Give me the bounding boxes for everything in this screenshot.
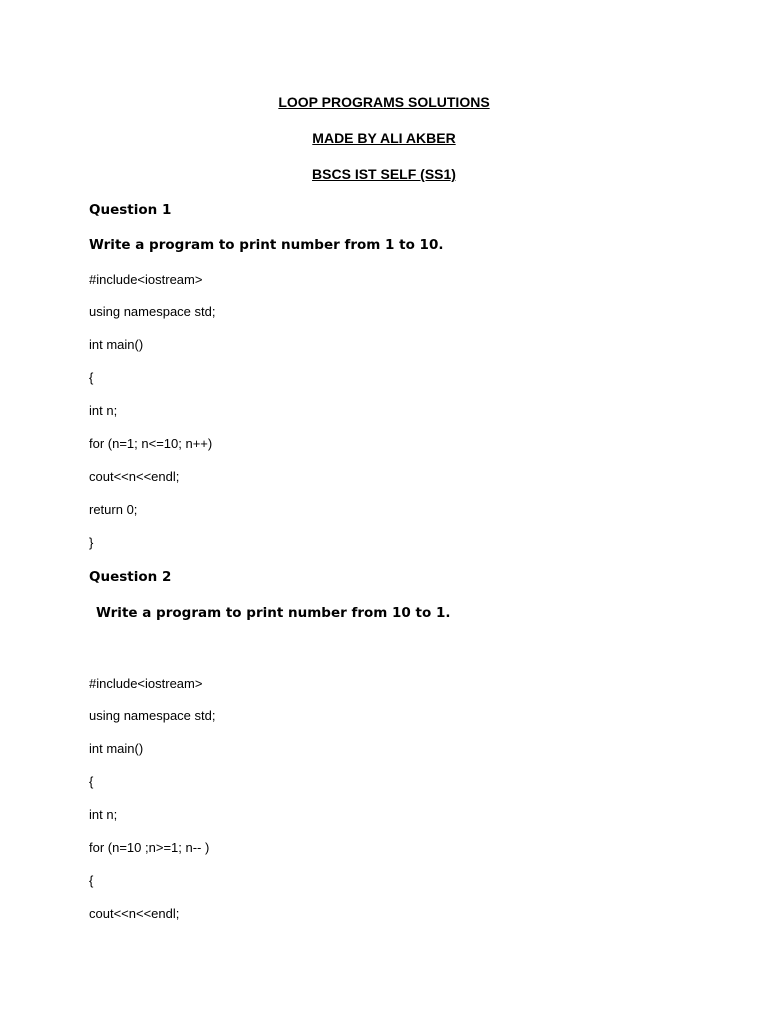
question-1-heading: Question 1 — [89, 202, 172, 218]
question-2-prompt: Write a program to print number from 10 to 1. — [96, 605, 451, 621]
code-line: } — [89, 535, 94, 550]
document-course: BSCS IST SELF (SS1) — [312, 166, 456, 182]
code-line: int main() — [89, 337, 144, 352]
question-1-prompt: Write a program to print number from 1 to 10. — [89, 237, 444, 253]
document-author: MADE BY ALI AKBER — [312, 130, 456, 146]
question-2-heading: Question 2 — [89, 569, 172, 585]
code-line: int main() — [89, 741, 144, 756]
document-title: LOOP PROGRAMS SOLUTIONS — [278, 94, 490, 110]
code-line: using namespace std; — [89, 304, 216, 319]
code-line: for (n=10 ;n>=1; n-- ) — [89, 840, 210, 855]
code-line: cout<<n<<endl; — [89, 906, 180, 921]
code-line: return 0; — [89, 502, 138, 517]
code-line: { — [89, 873, 94, 888]
code-line: int n; — [89, 807, 118, 822]
code-line: { — [89, 774, 94, 789]
code-line: for (n=1; n<=10; n++) — [89, 436, 213, 451]
code-line: #include<iostream> — [89, 272, 203, 287]
code-line: using namespace std; — [89, 708, 216, 723]
code-line: cout<<n<<endl; — [89, 469, 180, 484]
code-line: { — [89, 370, 94, 385]
code-line: int n; — [89, 403, 118, 418]
code-line: #include<iostream> — [89, 676, 203, 691]
